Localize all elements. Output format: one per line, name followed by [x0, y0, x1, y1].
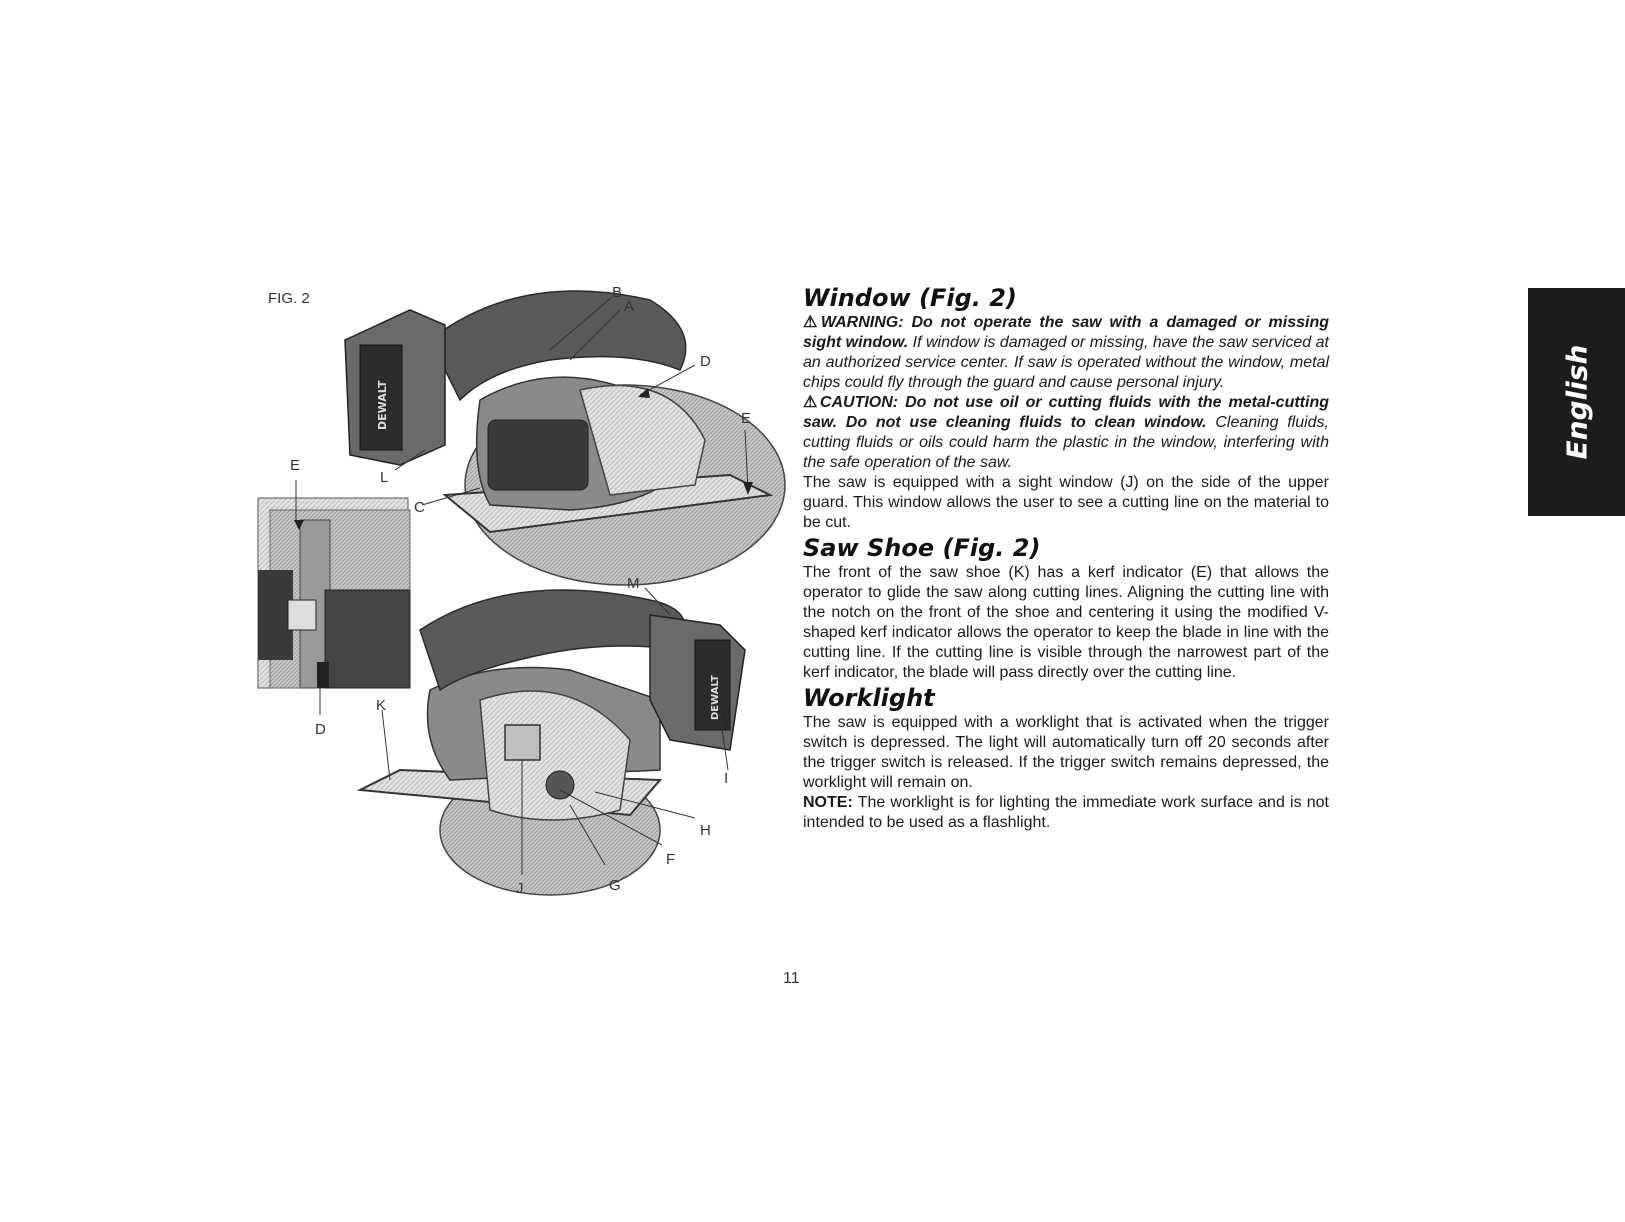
window-heading: Window (Fig. 2) [803, 284, 1017, 312]
callout-d-inset: D [315, 721, 326, 738]
bottom-battery [650, 615, 745, 750]
window-body: The saw is equipped with a sight window (J) on the side of the upper guard. This window allows the user to see a cutting line on the material to be cut. [803, 474, 1329, 531]
bottom-sight-window [505, 725, 540, 760]
saw-shoe-heading: Saw Shoe (Fig. 2) [803, 534, 1041, 562]
callout-j: J [516, 880, 524, 897]
worklight-note [803, 793, 1329, 833]
callout-h: H [700, 822, 711, 839]
callout-e-inset: E [290, 457, 301, 474]
text-column [803, 283, 1329, 833]
bottom-saw-view [360, 588, 745, 895]
warning-bold-text: WARNING: Do not operate the saw with a damaged or missing sight window. [803, 314, 1330, 351]
callout-c: C [414, 499, 425, 516]
kerf-indicator-inset [258, 480, 410, 715]
callout-l: L [380, 469, 389, 486]
caution-text: Cleaning fluids, cutting fluids or oils could harm the plastic in the window, interfering with the safe operation of the saw. [803, 414, 1329, 471]
figure-label: FIG. 2 [268, 290, 310, 307]
bottom-battery-brand: DEWALT [710, 675, 721, 720]
caution-icon: ⚠ [803, 394, 820, 411]
note-text: The worklight is for lighting the immediate work surface and is not intended to be used as a flashlight. [803, 794, 1329, 831]
worklight-body: The saw is equipped with a worklight that is activated when the trigger switch is depressed. The light will automatically turn off 20 seconds after the trigger switch is released. If the trigger switch remains depressed, the worklight will remain on. [803, 714, 1329, 791]
callout-e-top: E [741, 410, 752, 427]
warning-icon: ⚠ [803, 314, 821, 331]
language-tab-label: English [1560, 344, 1593, 460]
callout-d-top: D [700, 353, 711, 370]
top-saw-view [345, 291, 785, 585]
note-label: NOTE: [803, 794, 853, 811]
saw-shoe-body: The front of the saw shoe (K) has a kerf indicator (E) that allows the operator to glide the saw along cutting lines. Aligning the cutting line with the notch on the front of the shoe and centering it using the modified V-shaped kerf indicator allows the operator to keep the blade in line with the cutting line. If the cutting line is visible through the narrowest part of the kerf indicator, the blade will pass directly over the cutting line. [803, 564, 1329, 681]
callout-g: G [609, 877, 621, 894]
top-battery [345, 310, 445, 465]
caution-bold-text: CAUTION: Do not use oil or cutting fluids with the metal-cutting saw. Do not use cleaning fluids to clean window. [803, 394, 1329, 431]
callout-b: B [612, 284, 623, 301]
window-warning [803, 313, 1329, 393]
callout-k: K [376, 697, 387, 714]
top-vent-panel [488, 420, 588, 490]
language-tab [1528, 288, 1625, 516]
saw-illustration [250, 270, 770, 910]
top-battery-brand: DEWALT [376, 380, 389, 430]
window-caution [803, 393, 1329, 473]
worklight-heading: Worklight [803, 684, 935, 712]
callout-i: I [724, 770, 729, 787]
callout-a: A [624, 298, 635, 315]
callout-f: F [666, 851, 676, 868]
callout-m: M [627, 575, 640, 592]
warning-text: If window is damaged or missing, have the saw serviced at an authorized service center. If saw is operated without the window, metal chips could fly through the guard and cause personal injury. [803, 334, 1329, 391]
page-number: 11 [783, 970, 800, 987]
